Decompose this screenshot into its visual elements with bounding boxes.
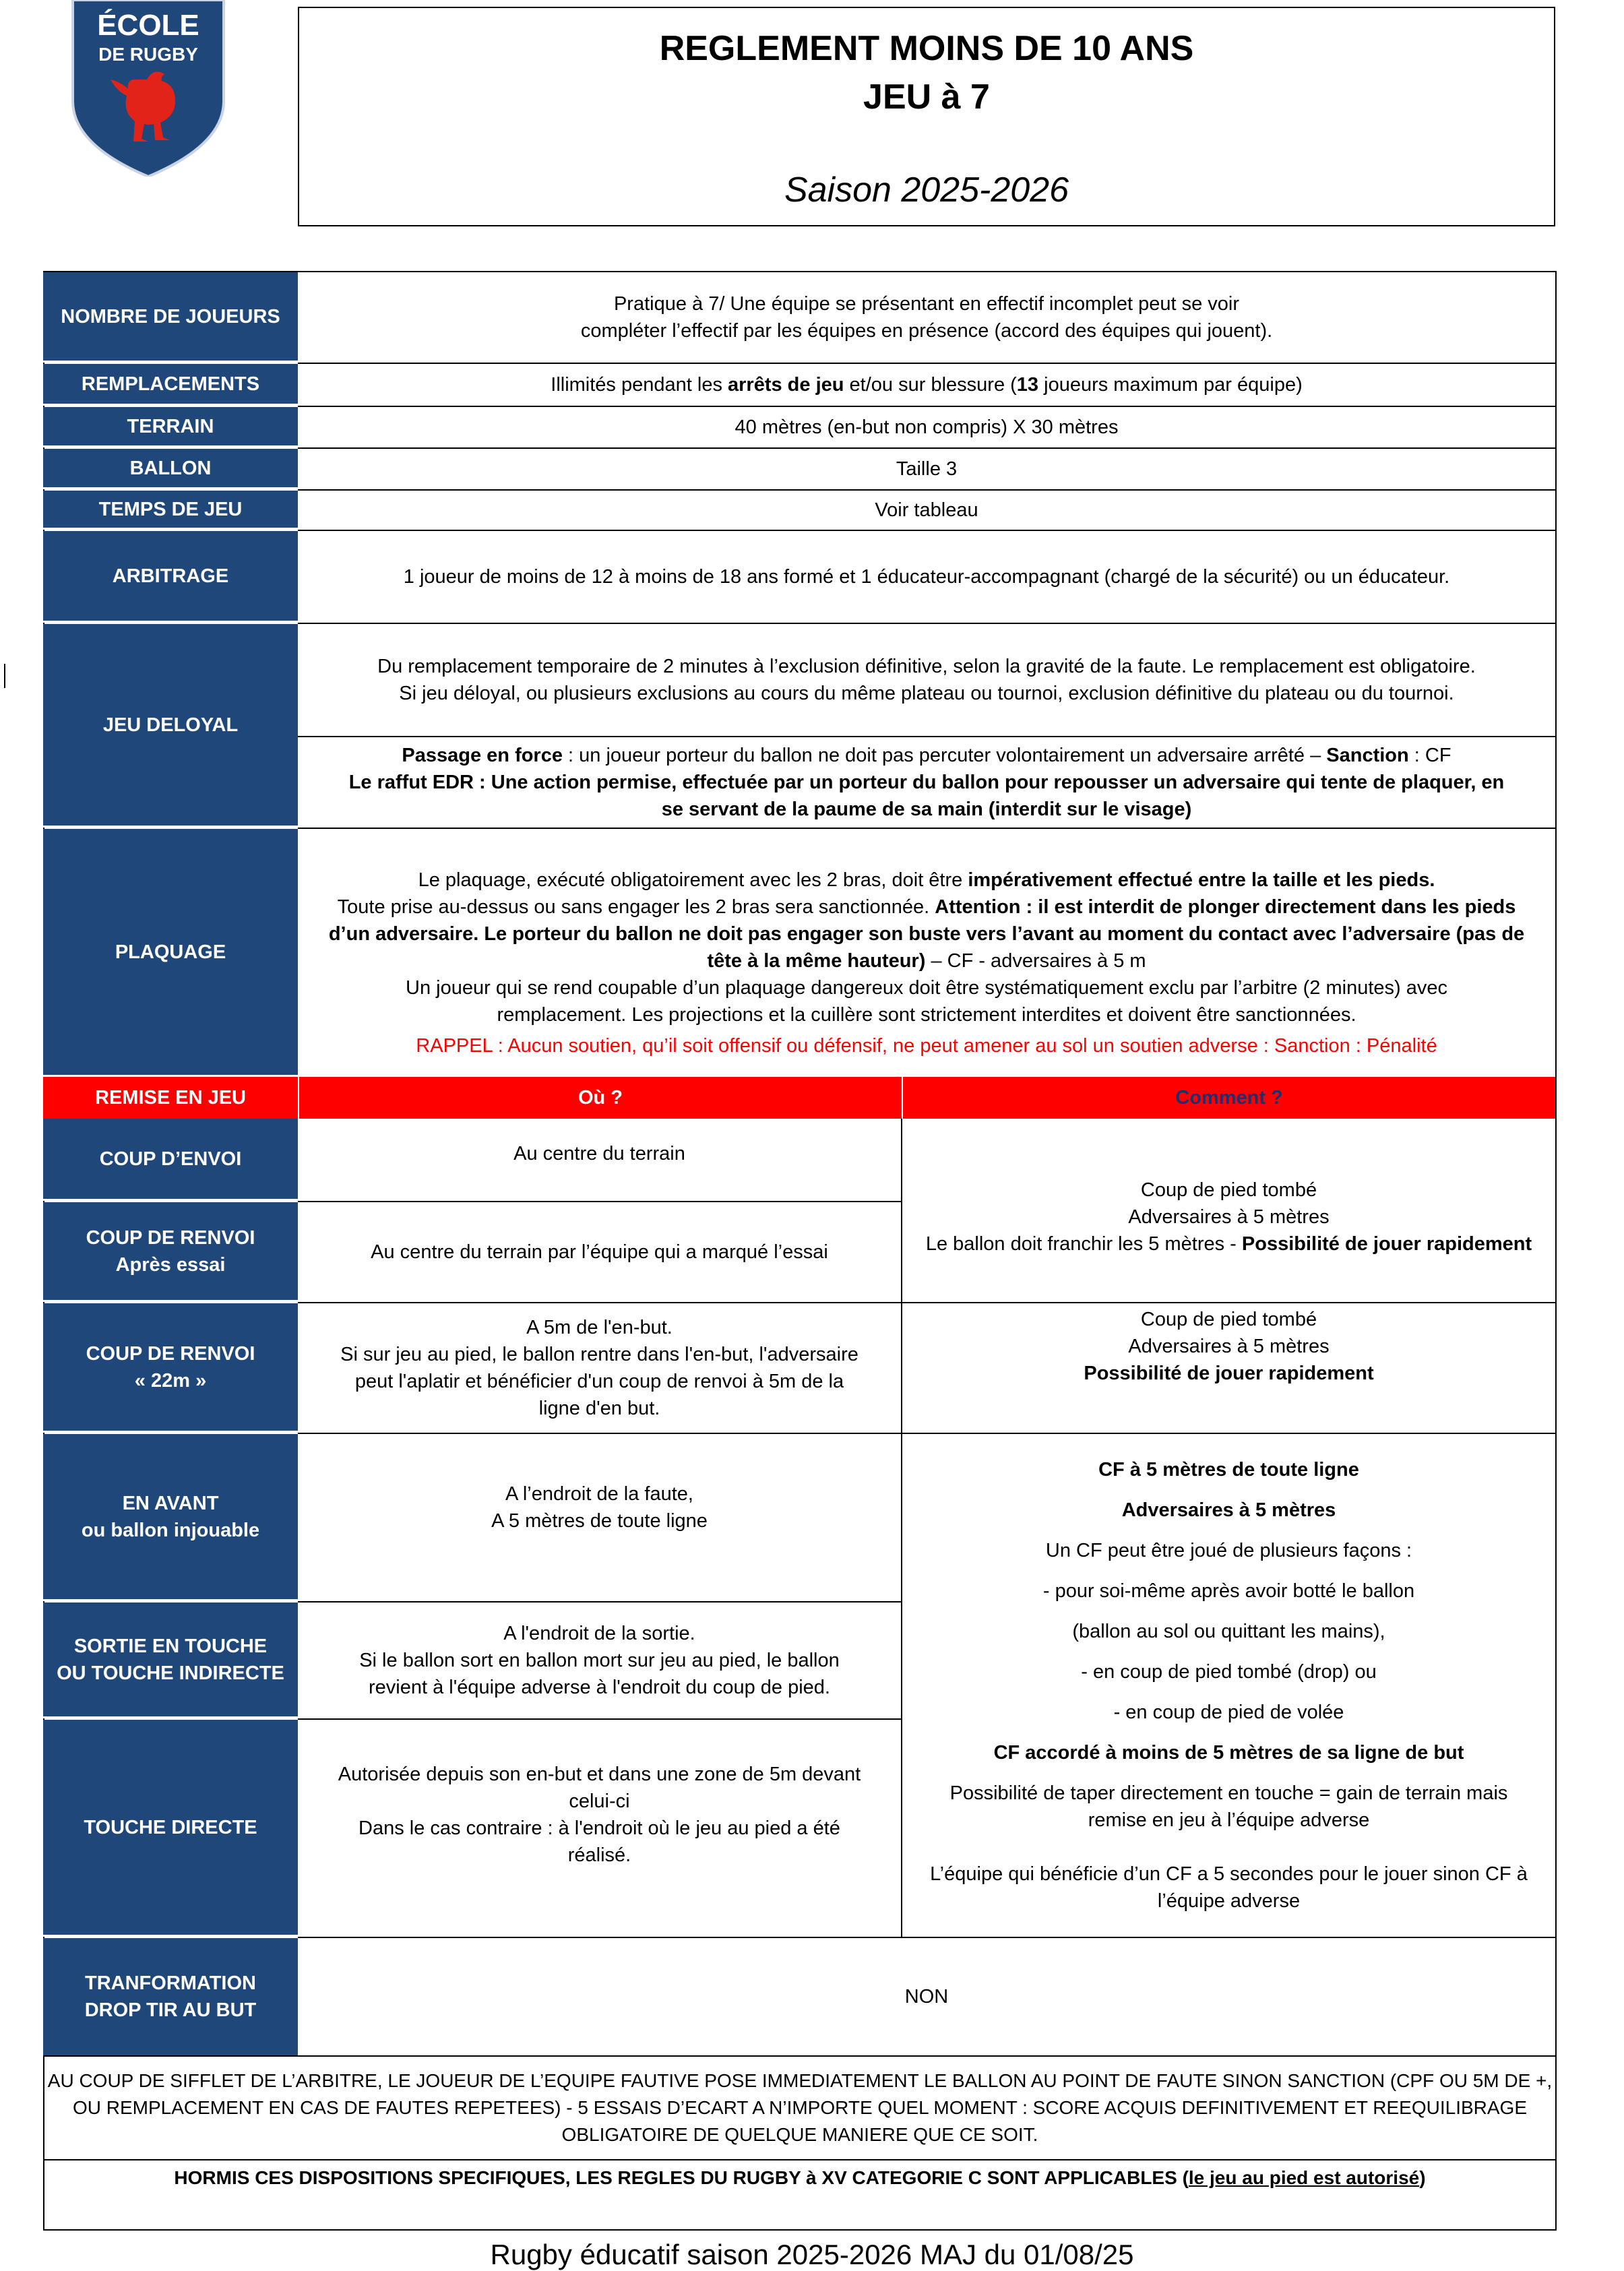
value-transformation: NON <box>904 1986 949 2008</box>
value-arbitrage: 1 joueur de moins de 12 à moins de 18 ans formé et 1 éducateur-accompagnant (chargé de la sécurité) ou un éducateur. <box>403 566 1450 588</box>
value-renvoi-22m-ou: A 5m de l'en-but. Si sur jeu au pied, le ballon rentre dans l'en-but, l'adversaire peut l'aplatir et bénéficier d'un coup de renvoi à 5m de la ligne d'en but. <box>340 1317 858 1419</box>
label-plaquage: PLAQUAGE <box>43 829 298 1077</box>
value-nombre-joueurs: Pratique à 7/ Une équipe se présentant en effectif incomplet peut se voir compléter l’effectif par les équipes en présence (accord des équipes qui jouent). <box>580 293 1273 342</box>
title-box <box>298 7 1555 226</box>
header-comment: Comment ? <box>902 1077 1555 1119</box>
value-plaquage: Le plaquage, exécuté obligatoirement avec les 2 bras, doit être impérativement effectué entre la taille et les pieds. Toute prise au-dessus ou sans engager les 2 bras sera sanctionnée. Attention : il est interdit de plonger directement dans les pieds d’un adversaire. Le porteur du ballon ne doit pas engager son buste vers l’avant au moment du contact avec l’adversaire (pas de tête à la même hauteur) – CF - adversaires à 5 m Un joueur qui se rend coupable d’un plaquage dangereux doit être systématiquement exclu par l’arbitre (2 minutes) avec remplacement. Les projections et la cuillère sont strictement interdites et doivent être sanctionnées. RAPPEL : Aucun soutien, qu’il soit offensif ou défensif, ne peut amener au sol un soutien adverse : Sanction : Pénalité <box>298 829 1555 1077</box>
label-remise-en-jeu: REMISE EN JEU <box>43 1077 298 1119</box>
value-renvoi-22m-comment: Coup de pied tombé Adversaires à 5 mètres Possibilité de jouer rapidement <box>1084 1309 1374 1384</box>
label-transformation: TRANFORMATION DROP TIR AU BUT <box>43 1938 298 2055</box>
note-coup-de-sifflet: AU COUP DE SIFFLET DE L’ARBITRE, LE JOUEUR DE L’EQUIPE FAUTIVE POSE IMMEDIATEMENT LE BALLON AU POINT DE FAUTE SINON SANCTION (CPF OU 5M DE +, OU REMPLACEMENT EN CAS DE FAUTES REPETEES) - 5 ESSAIS D’ECART A N’IMPORTE QUEL MOMENT : SCORE ACQUIS DEFINITIVEMENT ET REEQUILIBRAGE OBLIGATOIRE DE QUELQUE MANIERE QUE CE SOIT. <box>47 2070 1553 2145</box>
logo-line2: DE RUGBY <box>98 44 198 65</box>
value-jeu-deloyal-sanction: Du remplacement temporaire de 2 minutes à l’exclusion définitive, selon la gravité de la faute. Le remplacement est obligatoire. Si jeu déloyal, ou plusieurs exclusions au cours du même plateau ou tournoi, exclusion définitive du plateau ou du tournoi. <box>377 656 1476 704</box>
value-coup-envoi-ou: Au centre du terrain <box>513 1143 685 1164</box>
margin-mark <box>4 664 5 688</box>
rappel-text: RAPPEL : Aucun soutien, qu’il soit offensif ou défensif, ne peut amener au sol un soutien adverse : Sanction : Pénalité <box>416 1035 1437 1057</box>
label-terrain: TERRAIN <box>43 407 298 447</box>
value-ballon: Taille 3 <box>896 458 958 480</box>
label-coup-renvoi-essai: COUP DE RENVOI Après essai <box>43 1202 298 1302</box>
value-touche-directe-ou: Autorisée depuis son en-but et dans une zone de 5m devant celui-ci Dans le cas contraire : à l'endroit où le jeu au pied a été réalisé. <box>338 1764 861 1866</box>
value-terrain: 40 mètres (en-but non compris) X 30 mètres <box>735 416 1119 438</box>
value-jeu-deloyal-passage: Passage en force : un joueur porteur du ballon ne doit pas percuter volontairement un adversaire arrêté – Sanction : CF Le raffut EDR : Une action permise, effectuée par un porteur du ballon pour repousser un adversaire qui tente de plaquer, en se servant de la paume de sa main (interdit sur le visage) <box>348 745 1505 820</box>
label-arbitrage: ARBITRAGE <box>43 531 298 623</box>
page-title: REGLEMENT MOINS DE 10 ANS <box>659 29 1194 68</box>
label-temps-de-jeu: TEMPS DE JEU <box>43 491 298 530</box>
header-ou: Où ? <box>298 1077 902 1119</box>
value-sortie-ou: A l'endroit de la sortie. Si le ballon sort en ballon mort sur jeu au pied, le ballon revient à l'équipe adverse à l'endroit du coup de pied. <box>359 1623 840 1698</box>
note-hormis: HORMIS CES DISPOSITIONS SPECIFIQUES, LES REGLES DU RUGBY à XV CATEGORIE C SONT APPLICABLES (le jeu au pied est autorisé) <box>174 2167 1426 2188</box>
page-footer: Rugby éducatif saison 2025-2026 MAJ du 01/08/25 <box>490 2239 1134 2270</box>
label-nombre-joueurs: NOMBRE DE JOUEURS <box>43 272 298 363</box>
value-temps-de-jeu: Voir tableau <box>875 499 978 521</box>
label-coup-envoi: COUP D’ENVOI <box>43 1119 298 1201</box>
label-en-avant: EN AVANT ou ballon injouable <box>43 1434 298 1601</box>
logo-line1: ÉCOLE <box>97 9 199 42</box>
value-remplacements: Illimités pendant les arrêts de jeu et/ou sur blessure (13 joueurs maximum par équipe) <box>551 374 1303 396</box>
label-sortie-en-touche: SORTIE EN TOUCHE OU TOUCHE INDIRECTE <box>43 1603 298 1718</box>
label-ballon: BALLON <box>43 449 298 489</box>
value-cf-comment: CF à 5 mètres de toute ligne Adversaires à 5 mètres Un CF peut être joué de plusieurs façons : - pour soi-même après avoir botté le ballon (ballon au sol ou quittant les mains), - en coup de pied tombé (drop) ou - en coup de pied de volée CF accordé à moins de 5 mètres de sa ligne de but Possibilité de taper directement en touche = gain de terrain mais remise en jeu à l’équipe adverse L’équipe qui bénéficie d’un CF a 5 secondes pour le jouer sinon CF à l’équipe adverse <box>930 1459 1528 1912</box>
season-label: Saison 2025-2026 <box>784 170 1069 210</box>
label-remplacements: REMPLACEMENTS <box>43 364 298 406</box>
label-coup-renvoi-22m: COUP DE RENVOI « 22m » <box>43 1303 298 1433</box>
value-envoi-comment: Coup de pied tombé Adversaires à 5 mètres Le ballon doit franchir les 5 mètres - Possibilité de jouer rapidement <box>925 1179 1532 1255</box>
value-en-avant-ou: A l’endroit de la faute, A 5 mètres de toute ligne <box>491 1483 708 1532</box>
value-coup-renvoi-essai-ou: Au centre du terrain par l’équipe qui a marqué l’essai <box>371 1241 828 1263</box>
label-touche-directe: TOUCHE DIRECTE <box>43 1720 298 1937</box>
ecole-de-rugby-logo <box>67 0 229 177</box>
page-subtitle: JEU à 7 <box>863 77 990 117</box>
label-jeu-deloyal: JEU DELOYAL <box>43 624 298 828</box>
